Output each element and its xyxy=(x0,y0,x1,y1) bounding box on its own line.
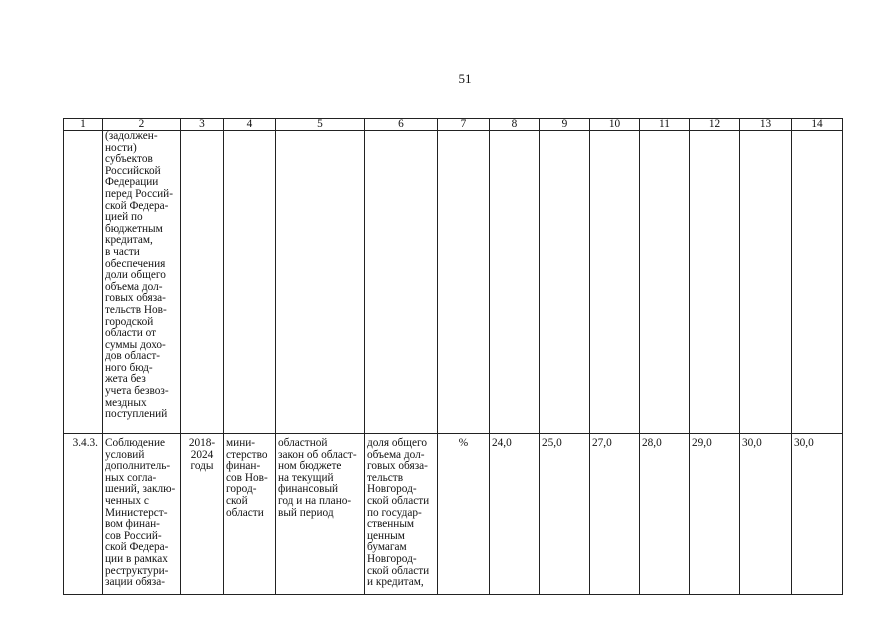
table-header-row xyxy=(64,119,843,131)
measure-name: Соблюдение условий дополнитель- ных согла- шений, заклю- ченных с Министерст- вом финан- сов Россий- ской Федера- ции в рамках реструктури- зации обяза- xyxy=(103,434,181,595)
column-number-3: 3 xyxy=(181,119,224,131)
empty-cell xyxy=(276,131,365,434)
empty-cell xyxy=(365,131,438,434)
value-cell: 30,0 xyxy=(792,434,843,595)
value-cell: 28,0 xyxy=(640,434,690,595)
value-cell: 30,0 xyxy=(740,434,792,595)
empty-cell xyxy=(540,131,590,434)
empty-cell xyxy=(224,131,276,434)
page-number: 51 xyxy=(458,71,472,86)
executor-cell: мини- стерство финан- сов Нов- город- ской области xyxy=(224,434,276,595)
column-number-7: 7 xyxy=(438,119,490,131)
empty-cell xyxy=(792,131,843,434)
column-number-13: 13 xyxy=(740,119,792,131)
column-number-12: 12 xyxy=(690,119,740,131)
empty-cell xyxy=(181,131,224,434)
column-number-4: 4 xyxy=(224,119,276,131)
empty-cell xyxy=(640,131,690,434)
measure-code: 3.4.3. xyxy=(64,434,103,595)
column-number-10: 10 xyxy=(590,119,640,131)
empty-cell xyxy=(64,131,103,434)
unit-cell: % xyxy=(438,434,490,595)
column-number-6: 6 xyxy=(365,119,438,131)
value-cell: 29,0 xyxy=(690,434,740,595)
empty-cell xyxy=(438,131,490,434)
value-cell: 24,0 xyxy=(490,434,540,595)
column-number-2: 2 xyxy=(103,119,181,131)
measures-table xyxy=(63,118,843,595)
period-cell: 2018- 2024 годы xyxy=(181,434,224,595)
empty-cell xyxy=(490,131,540,434)
column-number-1: 1 xyxy=(64,119,103,131)
measure-name-continued: (задолжен- ности) субъектов Российской Федерации перед Россий- ской Федера- цией по бюджетным кредитам, в части обеспечения доли общего объема дол- говых обяза- тельств Нов- городской области от суммы дохо- дов област- ного бюд- жета без учета безвоз- мездных поступлений xyxy=(103,131,181,434)
value-cell: 25,0 xyxy=(540,434,590,595)
empty-cell xyxy=(740,131,792,434)
table-row xyxy=(64,131,843,434)
funding-source-cell: областной закон об област- ном бюджете на текущий финансовый год и на плано- вый период xyxy=(276,434,365,595)
indicator-cell: доля общего объема дол- говых обяза- тельств Новгород- ской области по государ- ственным ценным бумагам Новгород- ской области и кредитам, xyxy=(365,434,438,595)
table-row xyxy=(64,434,843,595)
column-number-5: 5 xyxy=(276,119,365,131)
empty-cell xyxy=(690,131,740,434)
column-number-8: 8 xyxy=(490,119,540,131)
column-number-11: 11 xyxy=(640,119,690,131)
value-cell: 27,0 xyxy=(590,434,640,595)
column-number-14: 14 xyxy=(792,119,843,131)
column-number-9: 9 xyxy=(540,119,590,131)
empty-cell xyxy=(590,131,640,434)
